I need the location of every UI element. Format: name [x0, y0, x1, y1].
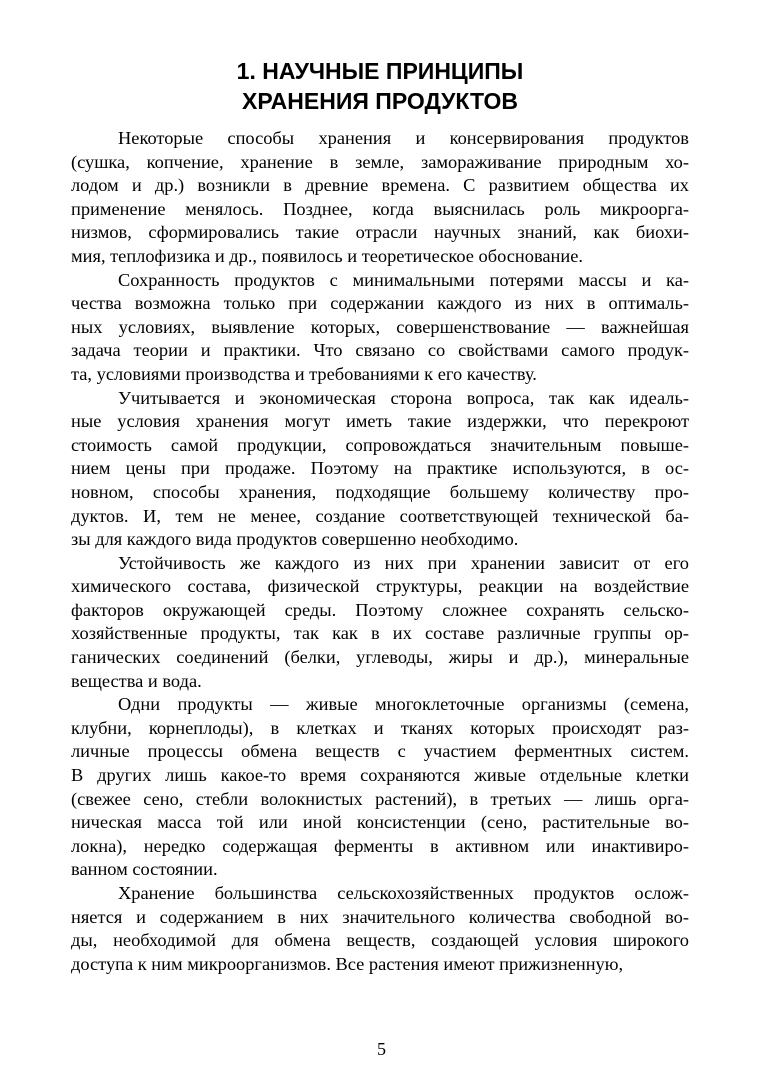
text-line: Некоторые способы хранения и консервирования продуктов [118, 128, 689, 148]
text-line: зы для каждого вида продуктов совершенно необходимо. [71, 529, 519, 550]
text-line: вещества и вода. [71, 670, 202, 691]
paragraph [71, 269, 689, 387]
text-line: ганических соединений (белки, углеводы, жиры и др.), минеральные [71, 647, 689, 668]
text-line: (свежее сено, стебли волокнистых растений), в третьих — лишь орга- [71, 788, 689, 809]
text-line: ных условиях, выявление которых, совершенствование — важнейшая [71, 316, 689, 337]
text-line: Одни продукты — живые многоклеточные организмы (семена, [118, 694, 689, 715]
text-line: та, условиями производства и требованиями к его качеству. [71, 363, 537, 384]
text-line: личные процессы обмена веществ с участием ферментных систем. [71, 741, 689, 762]
text-line: Хранение большинства сельскохозяйственных продуктов ослож- [118, 883, 689, 903]
paragraph [71, 127, 689, 269]
text-line: дуктов. И, тем не менее, создание соответствующей технической ба- [71, 505, 689, 526]
text-line: Устойчивость же каждого из них при хранении зависит от его [118, 552, 689, 573]
paragraph [71, 387, 689, 552]
text-line: няется и содержанием в них значительного количества свободной во- [71, 906, 689, 927]
text-line: лодом и др.) возникли в древние времена. С развитием общества их [71, 175, 689, 196]
text-line: низмов, сформировались такие отрасли научных знаний, как биохи- [71, 222, 689, 243]
chapter-title-line-2: ХРАНЕНИЯ ПРОДУКТОВ [242, 88, 518, 114]
text-line: ные условия хранения могут иметь такие издержки, что перекроют [71, 411, 689, 432]
text-line: доступа к ним микроорганизмов. Все растения имеют прижизненную, [71, 953, 624, 974]
body-text [71, 127, 689, 976]
text-line: нием цены при продаже. Поэтому на практике используются, в ос- [71, 458, 689, 479]
text-line: хозяйственные продукты, так как в их составе различные группы ор- [71, 623, 689, 644]
text-line: ды, необходимой для обмена веществ, создающей условия широкого [71, 930, 689, 951]
text-line: ническая масса той или иной консистенции (сено, растительные во- [71, 812, 689, 833]
text-line: клубни, корнеплоды), в клетках и тканях которых происходят раз- [71, 717, 689, 738]
text-line: стоимость самой продукции, сопровождаться значительным повыше- [71, 434, 689, 455]
paragraph [71, 552, 689, 694]
text-line: Сохранность продуктов с минимальными потерями массы и ка- [118, 269, 689, 290]
text-line: (сушка, копчение, хранение в земле, замораживание природным хо- [71, 151, 689, 172]
text-line: ванном состоянии. [71, 859, 218, 880]
chapter-title [70, 56, 690, 116]
text-line: применение менялось. Позднее, когда выяснилась роль микроорга- [71, 198, 689, 219]
text-line: химического состава, физической структуры, реакции на воздействие [71, 576, 689, 597]
text-line: факторов окружающей среды. Поэтому сложнее сохранять сельско- [71, 599, 689, 620]
paragraph [71, 882, 689, 976]
page-number: 5 [377, 1039, 386, 1059]
chapter-title-line-1: 1. НАУЧНЫЕ ПРИНЦИПЫ [236, 58, 524, 84]
text-line: мия, теплофизика и др., появилось и теоретическое обоснование. [71, 245, 584, 266]
text-line: локна), нередко содержащая ферменты в активном или инактивиро- [71, 835, 689, 856]
text-line: новном, способы хранения, подходящие большему количеству про- [71, 481, 689, 502]
text-line: задача теории и практики. Что связано со свойствами самого продук- [71, 340, 689, 361]
text-line: В других лишь какое-то время сохраняются живые отдельные клетки [71, 765, 689, 786]
text-line: Учитывается и экономическая сторона вопроса, так как идеаль- [118, 387, 689, 408]
paragraph [71, 693, 689, 882]
text-line: чества возможна только при содержании каждого из них в оптималь- [71, 293, 689, 314]
